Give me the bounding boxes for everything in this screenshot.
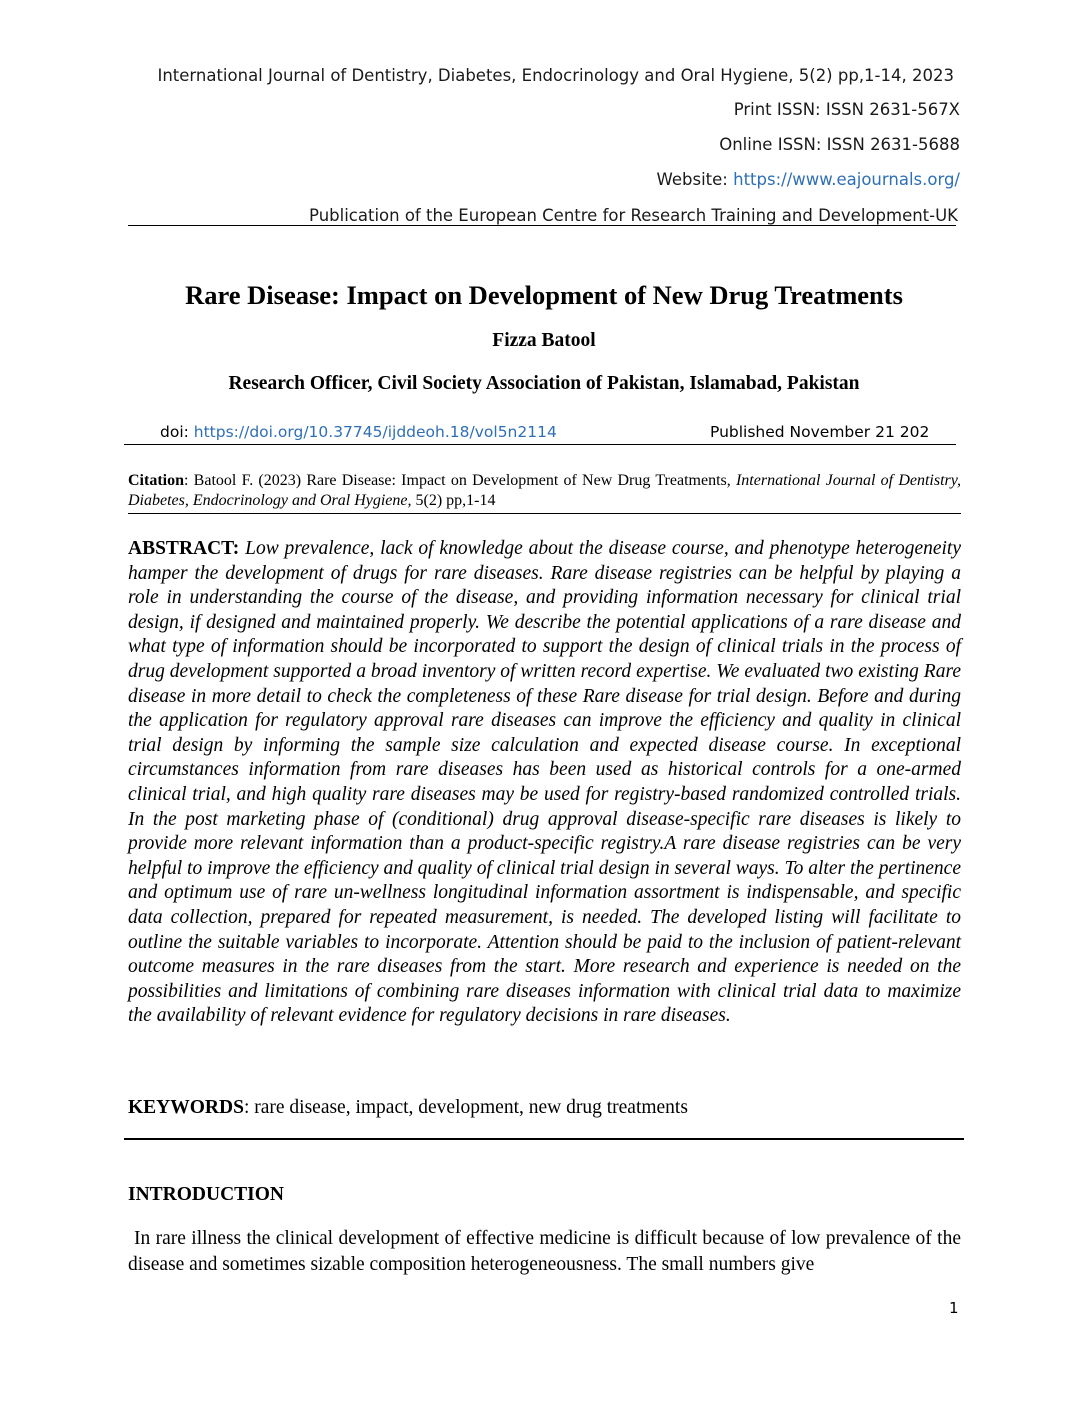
keywords — [128, 1097, 961, 1119]
publisher-line: Publication of the European Centre for Research Training and Development-UK — [309, 206, 958, 225]
citation-volume: 5(2) pp,1-14 — [411, 492, 496, 509]
citation-text: : Batool F. (2023) Rare Disease: Impact on Development of New Drug Treatments, — [184, 472, 736, 489]
keywords-rule — [124, 1138, 964, 1140]
online-issn: Online ISSN: ISSN 2631-5688 — [719, 135, 960, 154]
website-link[interactable]: https://www.eajournals.org/ — [733, 170, 960, 189]
doi-line — [160, 423, 557, 441]
abstract-label: ABSTRACT: — [128, 538, 240, 559]
journal-info-line: International Journal of Dentistry, Diabetes, Endocrinology and Oral Hygiene, 5(2) pp,1-14, 2023 — [157, 66, 954, 85]
author-name: Fizza Batool — [492, 330, 596, 351]
website-line — [657, 170, 960, 190]
abstract — [128, 537, 961, 1029]
keywords-text: : rare disease, impact, development, new drug treatments — [243, 1097, 688, 1118]
doi-label: doi: — [160, 423, 194, 441]
introduction-heading: INTRODUCTION — [128, 1184, 285, 1205]
doi-rule — [124, 444, 956, 445]
author-affiliation: Research Officer, Civil Society Association of Pakistan, Islamabad, Pakistan — [228, 373, 860, 394]
keywords-label: KEYWORDS — [128, 1097, 244, 1118]
citation-journal: International Journal of Dentistry, Diabetes, Endocrinology and Oral Hygiene, — [128, 472, 961, 509]
introduction-paragraph: In rare illness the clinical development of effective medicine is difficult because of low prevalence of the disease and sometimes sizable composition heterogeneousness. The small numbers give — [128, 1228, 961, 1275]
published-date: Published November 21 202 — [710, 423, 930, 441]
citation-label: Citation — [128, 472, 184, 489]
page-number: 1 — [949, 1299, 959, 1317]
citation-rule — [128, 513, 961, 514]
header-rule — [128, 225, 956, 226]
print-issn: Print ISSN: ISSN 2631-567X — [733, 100, 960, 119]
article-title: Rare Disease: Impact on Development of New Drug Treatments — [185, 280, 903, 310]
website-label: Website: — [656, 170, 734, 189]
abstract-text: Low prevalence, lack of knowledge about the disease course, and phenotype heterogeneity hamper the development of drugs for rare diseases. Rare disease registries can be helpful by playing a role in understanding the course of the disease, and providing information necessary for clinical trial design, if designed and maintained properly. We describe the potential applications of a rare disease and what type of information should be incorporated to support the design of clinical trials in the process of drug development supported a broad inventory of written record expertise. We evaluated two existing Rare disease in more detail to check the completeness of these Rare disease for trial design. Before and during the application for regulatory approval rare diseases can improve the efficiency and quality in clinical trial design by informing the sample size calculation and expected disease course. In exceptional circumstances information from rare diseases has been used as historical controls for a one-armed clinical trial, and high quality rare diseases may be used for registry-based randomized controlled trials. In the post marketing phase of (conditional) drug approval disease-specific rare diseases is likely to provide more relevant information than a product-specific registry.A rare disease registries can be very helpful to improve the efficiency and quality of clinical trial design in several ways. To alter the pertinence and optimum use of rare un-wellness longitudinal information assortment is indispensable, and specific data collection, prepared for repeated measurement, is needed. The developed listing will facilitate to outline the suitable variables to incorporate. Attention should be paid to the inclusion of patient-relevant outcome measures in the rare diseases from the start. More research and experience is needed on the possibilities and limitations of combining rare diseases information with clinical trial data to maximize the availability of relevant evidence for regulatory decisions in rare diseases. — [128, 538, 962, 1027]
doi-link[interactable]: https://doi.org/10.37745/ijddeoh.18/vol5n2114 — [193, 423, 557, 441]
citation — [128, 471, 961, 511]
